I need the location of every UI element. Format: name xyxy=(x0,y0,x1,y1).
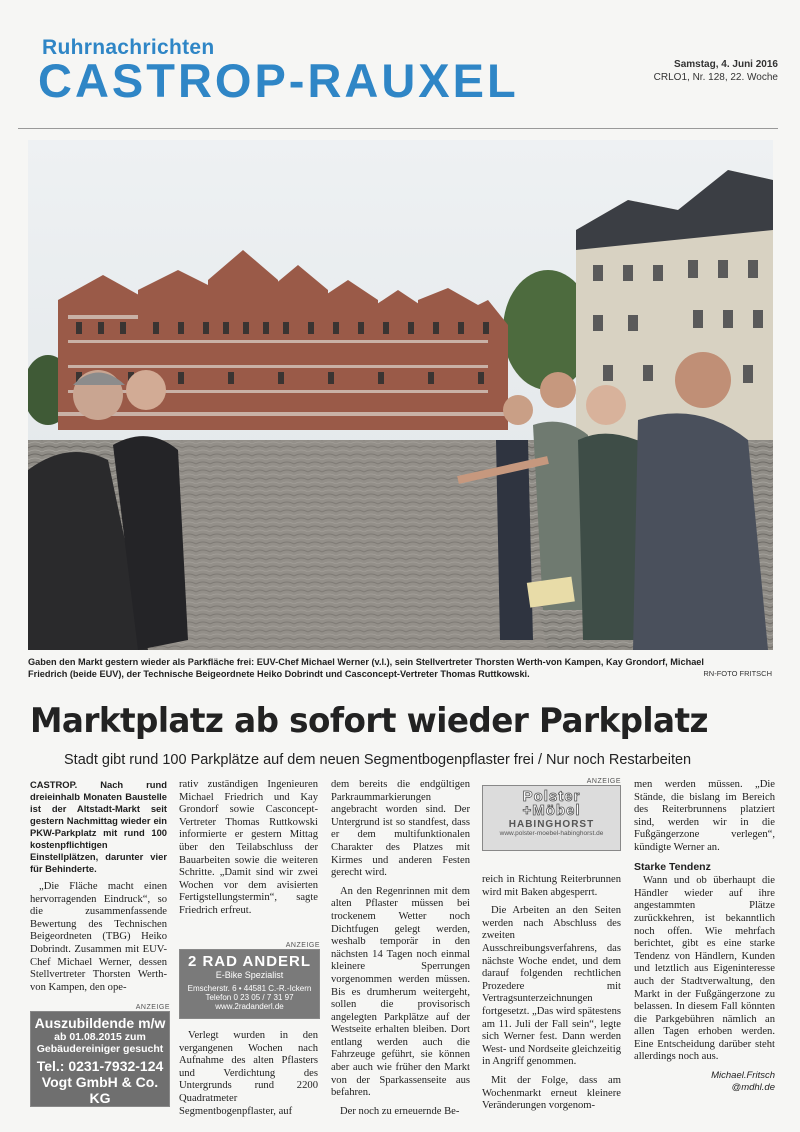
photo-credit: RN-FOTO FRITSCH xyxy=(703,669,772,678)
azubi-phone: Tel.: 0231-7932-124 xyxy=(36,1058,164,1074)
masthead-subtitle: Ruhrnachrichten xyxy=(42,36,215,59)
ad-label: ANZEIGE xyxy=(586,778,621,785)
rad-name: 2 RAD ANDERL xyxy=(187,953,312,970)
article-column-2 xyxy=(179,779,318,924)
polster-url: www.polster-moebel-habinghorst.de xyxy=(499,830,604,837)
article-paragraph: Verlegt wurden in den vergangenen Wochen nach Aufnahme des alten Pflasters und Verdichtung des Untergrunds rund 2200 Quadratmeter Segmentbogenpflaster, auf xyxy=(179,1030,318,1117)
article-paragraph: rativ zuständigen Ingenieuren Michael Friedrich und Kay Grondorf sowie Casconcept-Vertreter Thomas Ruttkowski informierte er gestern Mittag über den Teilabschluss der Bauarbeiten sowie die weiteren Schritte. „Damit sind wir zwei Wochen vor dem avisierten Fertigstellungstermin“, sagte Friedrich erfreut. xyxy=(179,779,318,916)
masthead-title: CASTROP-RAUXEL xyxy=(38,54,519,107)
article-paragraph: reich in Richtung Reiterbrunnen wird mit Baken abgesperrt. xyxy=(482,874,621,898)
polster-moebel-ad xyxy=(482,778,621,851)
article-paragraph: „Die Fläche macht einen hervorragenden Eindruck“, so die zusammenfassende Bewertung des Technischen Beigeordneten (TBG) Heiko Dobrindt. Zusammen mit EUV-Chef Michael Werner, dessen Stellvertreter Thorsten Werth-von Kampen, den ope- xyxy=(30,881,167,993)
article-headline: Marktplatz ab sofort wieder Parkplatz xyxy=(30,701,708,741)
author-email: @mdhl.de xyxy=(731,1082,775,1094)
article-column-1 xyxy=(30,779,167,1000)
article-subhead: Stadt gibt rund 100 Parkplätze auf dem neuen Segmentbogenpflaster frei / Nur noch Restarbeiten xyxy=(64,752,692,768)
ad-label: ANZEIGE xyxy=(135,1004,170,1011)
article-column-3 xyxy=(331,779,470,1124)
masthead-rule xyxy=(18,128,778,129)
article-paragraph: Die Arbeiten an den Seiten werden nach Abschluss des zweiten Ausschreibungsverfahrens, das nächste Woche endet, und dem darauf folgenden rechtlichen Prozedere mit Vertragsunterzeichnungen fortgesetzt. „Das wird spätestens am 11. Juli der Fall sein“, legte sich Werner fest. Dann werden West- und Nordseite gleichzeitig in Angriff genommen. xyxy=(482,905,621,1068)
rad-phone: Telefon 0 23 05 / 7 31 97 xyxy=(205,993,294,1002)
rad-tagline: E-Bike Spezialist xyxy=(215,970,284,980)
azubi-company: Vogt GmbH & Co. KG xyxy=(41,1074,159,1106)
article-column-5 xyxy=(634,779,775,1094)
issue-date: Samstag, 4. Juni 2016 xyxy=(674,59,778,70)
polster-line2: +Möbel xyxy=(522,802,581,819)
azubi-ad xyxy=(30,1004,170,1107)
article-lead: CASTROP. Nach rund dreieinhalb Monaten Baustelle ist der Altstadt-Markt seit gestern Nachmittag wieder ein PKW-Parkplatz mit rund 100 kostenpflichtigen Einstellplätzen, darunter vier für Behinderte. xyxy=(30,779,167,874)
photo-illustration xyxy=(28,140,773,650)
rad-web: www.2radanderl.de xyxy=(215,1002,284,1011)
market-square-photo xyxy=(28,140,773,650)
azubi-title: Auszubildende m/w xyxy=(34,1015,166,1031)
photo-caption: Gaben den Markt gestern wieder als Parkfläche frei: EUV-Chef Michael Werner (v.l.), sein Stellvertreter Thorsten Werth-von Kampen, Kay Grondorf, Michael Friedrich (beide EUV), der Technische Beigeordnete Heiko Dobrindt und Casconcept-Vertreter Thomas Ruttkowski. xyxy=(28,657,704,679)
author-signature xyxy=(634,1070,775,1094)
article-paragraph: Wann und ob überhaupt die Händler wieder auf ihre angestammten Plätze zurückkehren, ist bekanntlich noch offen. Wie mehrfach berichtet, gibt es eine starke Tendenz von Händlern, Kunden und letztlich aus Eigeninteresse auch der Stadtverwaltung, den Markt in der Fußgängerzone zu belassen. In diesem Fall könnten die Parkgebühren nämlich an allen Tagen erhoben werden. Eine Entscheidung darüber steht allerdings noch aus. xyxy=(634,875,775,1063)
author-name: Michael.Fritsch xyxy=(711,1070,775,1082)
article-column-2-bottom xyxy=(179,1030,318,1124)
article-paragraph: dem bereits die endgültigen Parkraummarkierungen angebracht worden sind. Der Untergrund ist so standfest, dass er dem multifunktionalen Charakter des Platzes mit Kirmes und anderen Festen gerecht wird. xyxy=(331,779,470,879)
article-paragraph: Mit der Folge, dass am Wochenmarkt erneut kleinere Veränderungen vorgenom- xyxy=(482,1074,621,1112)
article-paragraph: Der noch zu erneuernde Be- xyxy=(340,1105,460,1117)
polster-line3: HABINGHORST xyxy=(508,819,595,830)
issue-number: CRLO1, Nr. 128, 22. Woche xyxy=(653,72,778,83)
azubi-date: ab 01.08.2015 zum xyxy=(54,1031,146,1043)
article-column-4 xyxy=(482,874,621,1119)
section-heading: Starke Tendenz xyxy=(634,860,711,873)
issue-info xyxy=(654,58,778,84)
rad-address: Emscherstr. 6 • 44581 C.-R.-Ickern xyxy=(187,984,312,993)
rad-anderl-ad xyxy=(179,942,320,1019)
polster-line1: Polster xyxy=(522,788,581,805)
article-paragraph: men werden müssen. „Die Stände, die bislang im Bereich des Reiterbrunnens platziert sind, werden wir in die Fußgängerzone verlegen“, kündigte Werner an. xyxy=(634,779,775,853)
article-paragraph: An den Regenrinnen mit dem alten Pflaster müssen bei trockenem Wetter noch Dichtfugen gelegt werden, weshalb temporär in den nächsten 14 Tagen noch einmal kleinere Sperrungen vorgenommen werden müssen. Bis es drumherum weitergeht, sollen die provisorisch angelegten Parkplätze auf der Westseite erhalten bleiben. Dort entlang werden auch die Fahrzeuge geführt, sie können aber auch wie früher den Markt von der Sparkassenseite aus befahren. xyxy=(331,885,470,1099)
ad-label: ANZEIGE xyxy=(285,942,320,949)
azubi-job: Gebäudereiniger gesucht xyxy=(36,1043,164,1055)
